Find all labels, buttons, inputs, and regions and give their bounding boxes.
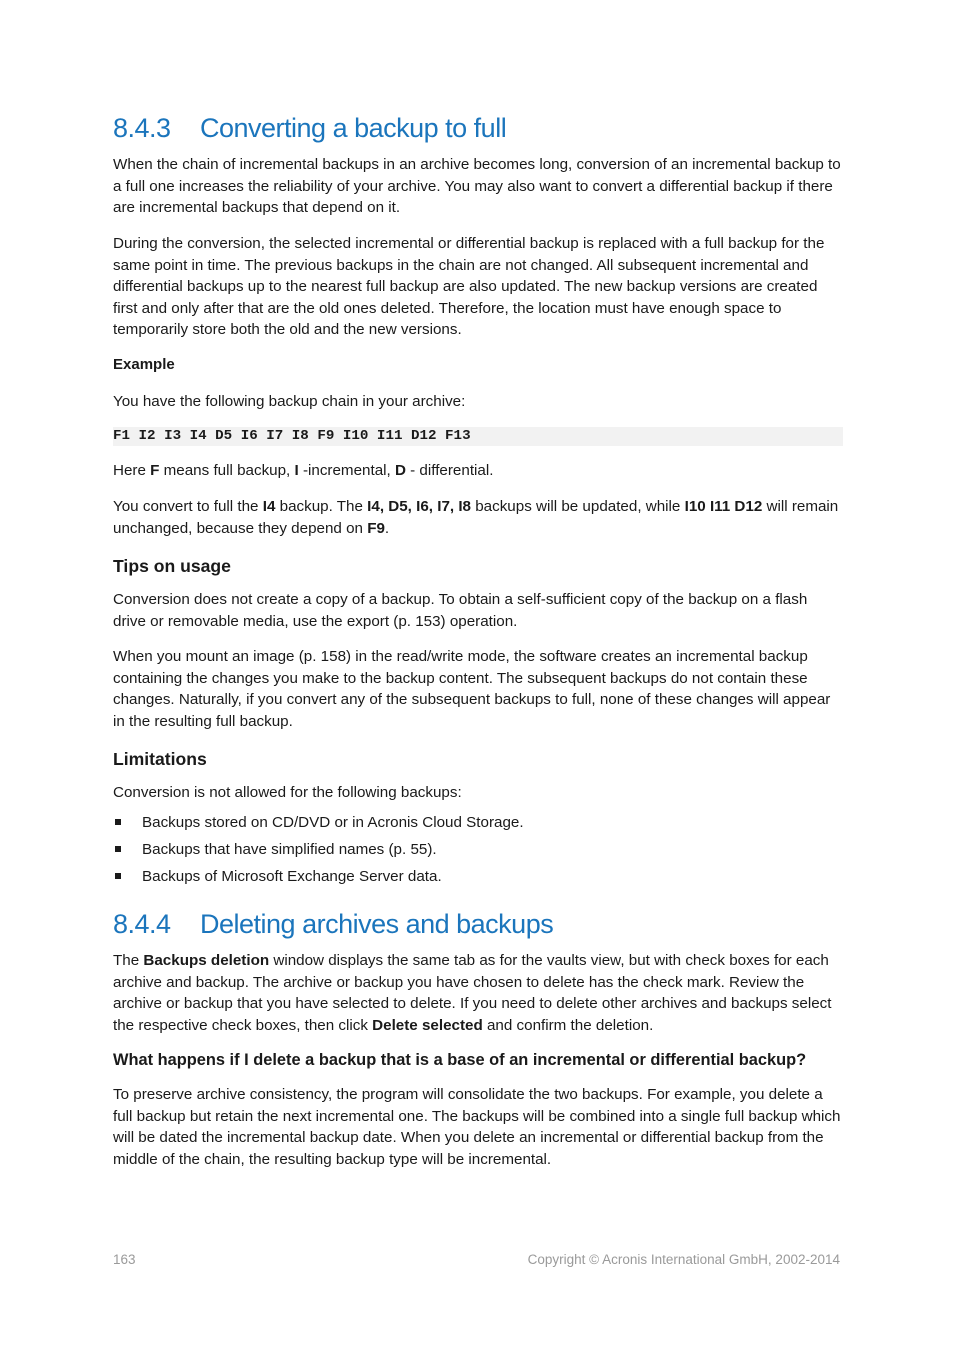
- section-heading-8-4-4: [113, 909, 553, 940]
- list-item: [113, 839, 524, 866]
- legend-text: - differential.: [405, 462, 494, 479]
- deletion-bold: Delete selected: [372, 1016, 483, 1034]
- list-item: [113, 866, 524, 893]
- section-title: Converting a backup to full: [200, 113, 507, 143]
- convert-text: backup. The: [275, 498, 368, 515]
- convert-text: backups will be updated, while: [471, 498, 685, 515]
- list-item-text: Backups of Microsoft Exchange Server data.: [142, 868, 442, 885]
- section-title: Deleting archives and backups: [200, 909, 554, 939]
- intro-paragraph: When the chain of incremental backups in an archive becomes long, conversion of an incremental backup to a full one increases the reliability of your archive. You may also want to convert a differential backup if there are incremental backups that depend on it.: [113, 156, 841, 217]
- legend-incremental: I: [294, 462, 299, 479]
- tips-paragraph-1: Conversion does not create a copy of a backup. To obtain a self-sufficient copy of the backup on a flash drive or removable media, use the export (p. 153) operation.: [113, 591, 808, 630]
- square-bullet-icon: [115, 846, 121, 852]
- section-heading-8-4-3: [113, 113, 506, 144]
- tips-heading: Tips on usage: [113, 556, 231, 576]
- legend-full: F: [150, 462, 160, 479]
- deletion-text: and confirm the deletion.: [482, 1016, 654, 1034]
- section-number: 8.4.4: [113, 909, 171, 939]
- deletion-text: window displays the same tab as for the vaults view, but with check boxes for each archive and backup. The archive or backup you have chosen to delete has the check mark. Review the archive or backup that you have selected to delete. If you need to delete other archives and backups select the respective check boxes, then click: [113, 952, 832, 1034]
- copyright-notice: Copyright © Acronis International GmbH, 2002-2014: [527, 1252, 840, 1267]
- limitations-intro: Conversion is not allowed for the following backups:: [113, 784, 462, 801]
- convert-text: .: [384, 519, 390, 537]
- example-intro: You have the following backup chain in your archive:: [113, 393, 466, 410]
- convert-bold: F9: [367, 519, 385, 537]
- convert-bold: I4: [262, 498, 276, 515]
- legend-text: means full backup,: [159, 462, 295, 479]
- convert-bold: I4, D5, I6, I7, I8: [367, 498, 471, 515]
- example-heading: Example: [113, 356, 175, 373]
- deletion-text: The: [113, 952, 144, 969]
- list-item-text: Backups that have simplified names (p. 55).: [142, 841, 437, 858]
- convert-text: You convert to full the: [113, 498, 263, 515]
- answer-paragraph: To preserve archive consistency, the program will consolidate the two backups. For example, you delete a full backup but retain the next incremental one. The backups will be combined into a single full backup which will be dated the incremental backup date. When you delete an incremental or differential backup from the middle of the chain, the resulting backup type will be incremental.: [113, 1086, 841, 1168]
- legend-paragraph: [113, 460, 843, 482]
- page-number: 163: [113, 1252, 136, 1267]
- convert-paragraph: [113, 496, 843, 539]
- limitations-heading: Limitations: [113, 749, 207, 769]
- legend-text: Here: [113, 462, 151, 479]
- question-heading: What happens if I delete a backup that is a base of an incremental or differential backup?: [113, 1051, 807, 1069]
- legend-text: -incremental,: [298, 462, 395, 479]
- deletion-paragraph: [113, 950, 843, 1036]
- legend-differential: D: [394, 462, 406, 479]
- square-bullet-icon: [115, 819, 121, 825]
- list-item-text: Backups stored on CD/DVD or in Acronis Cloud Storage.: [142, 814, 524, 831]
- tips-paragraph-2: When you mount an image (p. 158) in the read/write mode, the software creates an incremental backup containing the changes you make to the backup content. The subsequent backups do not contain these changes. Naturally, if you convert any of the subsequent backups to full, none of these changes will appear in the resulting full backup.: [113, 648, 831, 730]
- deletion-bold: Backups deletion: [143, 952, 270, 969]
- limitations-list: [113, 812, 524, 893]
- list-item: [113, 812, 524, 839]
- square-bullet-icon: [115, 873, 121, 879]
- section-number: 8.4.3: [113, 113, 171, 143]
- convert-text: will remain unchanged, because they depend on: [113, 498, 839, 537]
- conversion-paragraph: During the conversion, the selected incremental or differential backup is replaced with a full backup for the same point in time. The previous backups in the chain are not changed. All subsequent incremental and differential backups up to the nearest full backup are also updated. The new backup versions are created first and only after that are the old ones deleted. Therefore, the location must have enough space to temporarily store both the old and the new versions.: [113, 235, 825, 339]
- backup-chain-code: F1 I2 I3 I4 D5 I6 I7 I8 F9 I10 I11 D12 F13: [113, 427, 843, 446]
- convert-bold: I10 I11 D12: [684, 498, 763, 515]
